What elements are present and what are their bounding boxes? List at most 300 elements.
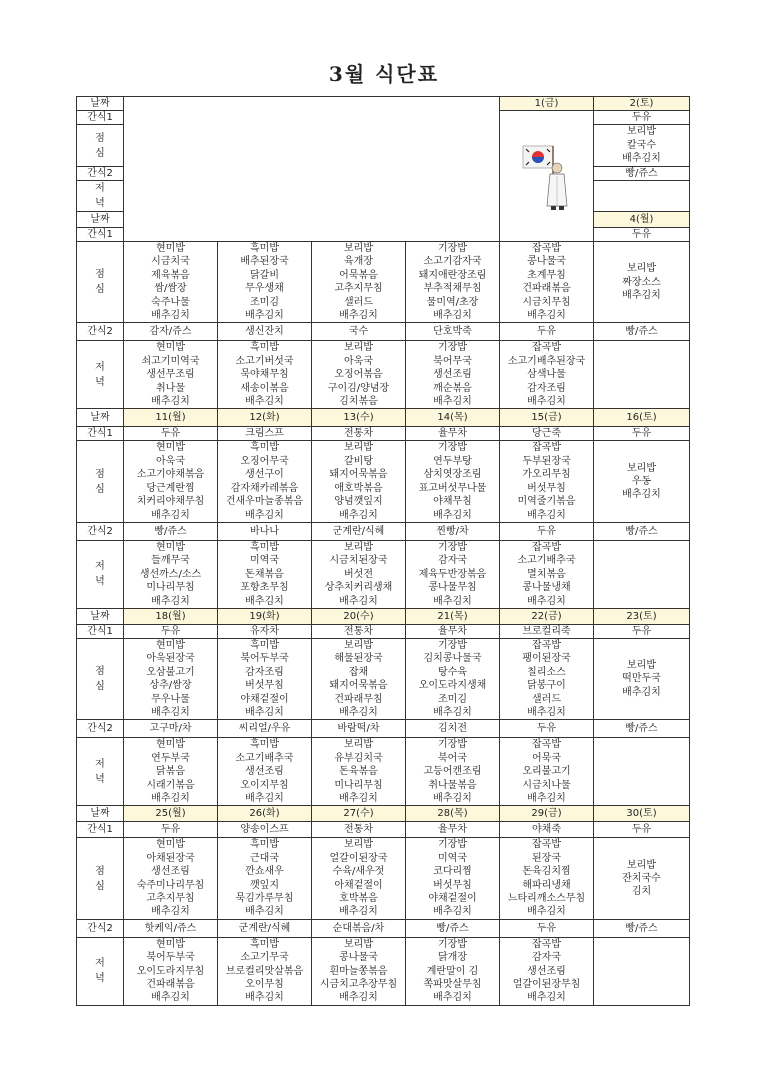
menu-item: 생선조림 (433, 369, 472, 381)
row-label-text: 녁 (95, 198, 105, 209)
row-label-lunch (77, 441, 124, 522)
row-label-text: 간식1 (87, 428, 113, 440)
menu-item: 감자조림 (527, 382, 566, 394)
menu-item: 야채겉절이 (240, 693, 289, 705)
lunch-cell (124, 242, 218, 323)
lunch-cell (312, 441, 406, 522)
menu-item: 배추김치 (527, 396, 566, 408)
snack2-cell: 빵/쥬스 (406, 919, 500, 937)
menu-item: 배추김치 (433, 992, 472, 1004)
menu-item: 소고기배추된장국 (507, 355, 586, 367)
lunch-cell (406, 441, 500, 522)
snack1-cell: 당근죽 (500, 427, 594, 441)
menu-item: 묵김가루무침 (235, 893, 294, 905)
snack1-cell: 두유 (594, 228, 690, 242)
snack2-cell: 빵/쥬스 (594, 720, 690, 738)
lunch-cell (406, 838, 500, 919)
menu-item: 북어두부국 (146, 952, 195, 964)
row-label-text: 간식1 (87, 229, 113, 240)
snack2-cell: 두유 (500, 720, 594, 738)
menu-item: 배추김치 (339, 509, 378, 521)
menu-item: 삼색나물 (527, 369, 566, 381)
menu-item: 배추김치 (433, 509, 472, 521)
menu-item: 고추지무침 (334, 283, 383, 295)
date-cell: 11(월) (124, 409, 218, 427)
snack2-cell: 두유 (500, 919, 594, 937)
meal-plan-table (76, 96, 690, 1006)
menu-item: 생선조림 (245, 766, 284, 778)
menu-item: 해파리냉채 (522, 879, 571, 891)
menu-item: 시금치고추장무침 (319, 979, 398, 991)
snack2-cell: 빵/쥬스 (594, 919, 690, 937)
snack2-cell: 두유 (500, 522, 594, 540)
menu-item: 배추김치 (339, 595, 378, 607)
row-label-lunch (77, 838, 124, 919)
snack1-cell: 브로컬리죽 (500, 624, 594, 638)
menu-item: 얼갈이된장무침 (512, 979, 581, 991)
menu-item: 잡곡밥 (532, 342, 561, 354)
menu-item: 보리밥 (344, 739, 373, 751)
menu-item: 콩나물국 (339, 952, 378, 964)
menu-item: 기장밥 (438, 639, 467, 651)
menu-item: 보리밥 (344, 442, 373, 454)
date-cell: 12(화) (218, 409, 312, 427)
menu-item: 브로컬리맛살볶음 (225, 965, 304, 977)
menu-item: 소고기무국 (240, 952, 289, 964)
menu-item: 취나물볶음 (428, 779, 477, 791)
menu-item: 건파래무침 (334, 693, 383, 705)
menu-item: 잡채 (348, 666, 369, 678)
menu-item: 현미밥 (156, 442, 185, 454)
menu-item: 어묵볶음 (339, 269, 378, 281)
menu-item: 배추김치 (339, 310, 378, 322)
menu-item: 떡만두국 (622, 673, 661, 685)
menu-item: 배추김치 (339, 992, 378, 1004)
row-label-date (77, 806, 124, 822)
menu-item: 기장밥 (438, 243, 467, 254)
row-label-text: 심 (95, 483, 105, 495)
menu-item: 깐쇼새우 (245, 866, 284, 878)
snack1-cell: 율무차 (406, 822, 500, 838)
lunch-cell (500, 441, 594, 522)
menu-item: 샐러드 (344, 296, 373, 308)
menu-item: 아욱국 (344, 355, 373, 367)
menu-item: 당근계란찜 (146, 482, 195, 494)
row-label-text: 간식2 (87, 168, 113, 179)
menu-item: 돈채볶음 (245, 568, 284, 580)
menu-item: 조미김 (438, 693, 467, 705)
menu-item: 배추김치 (151, 310, 190, 322)
dinner-cell (312, 738, 406, 806)
menu-item: 가오리무침 (522, 469, 571, 481)
menu-item: 조미김 (250, 296, 279, 308)
menu-item: 양념깻잎지 (334, 496, 383, 508)
menu-item: 상추치커리생채 (324, 582, 393, 594)
menu-item: 근대국 (250, 852, 279, 864)
menu-item: 배추김치 (433, 310, 472, 322)
row-label-snack2 (77, 323, 124, 341)
date-cell: 13(수) (312, 409, 406, 427)
dinner-cell (594, 181, 690, 212)
row-label-text: 간식2 (87, 326, 113, 338)
row-label-snack1 (77, 228, 124, 242)
row-label-lunch (77, 125, 124, 167)
menu-item: 배추김치 (527, 906, 566, 918)
date-cell: 18(월) (124, 608, 218, 624)
row-label-dinner (77, 738, 124, 806)
snack1-cell: 두유 (124, 624, 218, 638)
menu-item: 흑미밥 (250, 839, 279, 851)
snack1-cell: 전통차 (312, 624, 406, 638)
dinner-cell (124, 738, 218, 806)
dinner-cell (312, 937, 406, 1005)
menu-item: 배추김치 (151, 396, 190, 408)
menu-item: 생선무조림 (146, 369, 195, 381)
menu-item: 소고기야채볶음 (136, 469, 205, 481)
menu-item: 애호박볶음 (334, 482, 383, 494)
row-label-dinner (77, 341, 124, 409)
lunch-cell (500, 838, 594, 919)
snack1-cell: 전통차 (312, 822, 406, 838)
snack1-cell: 율무차 (406, 427, 500, 441)
menu-item: 오이무침 (245, 979, 284, 991)
menu-item: 배추김치 (433, 396, 472, 408)
menu-item: 고추지무침 (146, 893, 195, 905)
menu-item: 흑미밥 (250, 639, 279, 651)
menu-item: 칼국수 (627, 139, 656, 151)
menu-item: 호박볶음 (339, 893, 378, 905)
row-label-text: 녁 (95, 973, 105, 985)
row-label-snack2 (77, 720, 124, 738)
menu-item: 쇠고기미역국 (141, 355, 200, 367)
menu-item: 오이지무침 (240, 779, 289, 791)
menu-item: 배추김치 (245, 906, 284, 918)
menu-item: 잡곡밥 (532, 639, 561, 651)
menu-item: 보리밥 (344, 243, 373, 254)
flag-waving-figure-icon (519, 140, 575, 212)
snack2-cell: 빵/쥬스 (594, 323, 690, 341)
menu-item: 감자조림 (245, 666, 284, 678)
row-label-snack2 (77, 919, 124, 937)
dinner-cell (218, 937, 312, 1005)
menu-item: 육개장 (344, 256, 373, 268)
dinner-cell (594, 738, 690, 806)
menu-item: 치커리야채무침 (136, 496, 205, 508)
menu-item: 현미밥 (156, 541, 185, 553)
menu-item: 생선구이 (245, 469, 284, 481)
snack2-cell: 순대볶음/차 (312, 919, 406, 937)
row-label-text: 날짜 (90, 808, 110, 820)
menu-item: 돼지애란장조림 (418, 269, 487, 281)
menu-item: 샐러드 (532, 693, 561, 705)
menu-item: 코다리찜 (433, 866, 472, 878)
menu-item: 보리밥 (627, 859, 656, 871)
snack2-cell: 찐빵/차 (406, 522, 500, 540)
menu-item: 배추김치 (151, 906, 190, 918)
menu-item: 잡곡밥 (532, 243, 561, 254)
date-cell: 28(목) (406, 806, 500, 822)
row-label-text: 저 (95, 958, 105, 970)
menu-item: 닭갈비 (250, 269, 279, 281)
menu-item: 기장밥 (438, 739, 467, 751)
menu-item: 수육/새우젓 (332, 866, 385, 878)
snack1-cell: 율무차 (406, 624, 500, 638)
menu-item: 야채무침 (433, 496, 472, 508)
menu-item: 버섯무침 (433, 879, 472, 891)
menu-item: 흑미밥 (250, 739, 279, 751)
menu-item: 보리밥 (344, 839, 373, 851)
menu-item: 아채겉절이 (334, 879, 383, 891)
menu-item: 닭개장 (438, 952, 467, 964)
menu-item: 흑미밥 (250, 938, 279, 950)
menu-item: 건새우마늘종볶음 (225, 496, 304, 508)
dinner-cell (218, 540, 312, 608)
menu-item: 시래기볶음 (146, 779, 195, 791)
dinner-cell (594, 341, 690, 409)
row-label-date (77, 409, 124, 427)
menu-item: 상추/쌈장 (149, 680, 192, 692)
dinner-cell (218, 738, 312, 806)
dinner-cell (594, 937, 690, 1005)
dinner-cell (500, 341, 594, 409)
snack2-cell: 바람떡/차 (312, 720, 406, 738)
snack1-cell: 두유 (594, 822, 690, 838)
menu-item: 보리밥 (627, 462, 656, 474)
menu-item: 현미밥 (156, 639, 185, 651)
snack2-cell: 고구마/차 (124, 720, 218, 738)
menu-item: 돼지어묵볶음 (329, 469, 388, 481)
row-label-snack1 (77, 427, 124, 441)
menu-item: 잡곡밥 (532, 938, 561, 950)
menu-item: 배추된장국 (240, 256, 289, 268)
row-label-text: 날짜 (90, 610, 110, 622)
snack1-cell: 유자차 (218, 624, 312, 638)
menu-item: 제육두반장볶음 (418, 568, 487, 580)
row-label-text: 점 (95, 269, 105, 281)
menu-item: 깻잎지 (250, 879, 279, 891)
menu-item: 돼지어묵볶음 (329, 680, 388, 692)
page-title: 3월 식단표 (328, 62, 440, 86)
menu-item: 삼치엿장조림 (423, 469, 482, 481)
menu-item: 콩나물냉채 (522, 582, 571, 594)
flag-illustration (500, 111, 594, 242)
row-label-text: 저 (95, 361, 105, 373)
row-label-text: 녁 (95, 773, 105, 785)
menu-item: 물미역/초장 (426, 296, 479, 308)
menu-item: 기장밥 (438, 442, 467, 454)
row-label-text: 간식2 (87, 723, 113, 735)
menu-item: 현미밥 (156, 739, 185, 751)
menu-item: 버섯무침 (245, 680, 284, 692)
snack1-cell: 야채죽 (500, 822, 594, 838)
menu-item: 배추김치 (527, 509, 566, 521)
row-label-lunch (77, 638, 124, 719)
menu-item: 배추김치 (622, 153, 661, 165)
menu-item: 소고기배추국 (235, 752, 294, 764)
menu-item: 소고기감자국 (423, 256, 482, 268)
row-label-text: 녁 (95, 576, 105, 588)
menu-item: 생선까스/소스 (139, 568, 202, 580)
menu-item: 어묵국 (532, 752, 561, 764)
menu-item: 포항초무침 (240, 582, 289, 594)
menu-item: 제육볶음 (151, 269, 190, 281)
menu-item: 배추김치 (151, 706, 190, 718)
lunch-cell (218, 838, 312, 919)
menu-item: 오리불고기 (522, 766, 571, 778)
menu-item: 보리밥 (344, 541, 373, 553)
dinner-cell (406, 341, 500, 409)
menu-item: 콩나물국 (527, 256, 566, 268)
menu-item: 미역줄기볶음 (517, 496, 576, 508)
snack2-cell: 국수 (312, 323, 406, 341)
menu-item: 새송이볶음 (240, 382, 289, 394)
menu-item: 소고기버섯국 (235, 355, 294, 367)
row-label-text: 점 (95, 132, 105, 144)
row-label-text: 간식2 (87, 922, 113, 934)
menu-item: 배추김치 (433, 906, 472, 918)
menu-item: 숙주미나리무침 (136, 879, 205, 891)
menu-item: 배추김치 (527, 706, 566, 718)
menu-item: 미나리무침 (146, 582, 195, 594)
menu-item: 오징어무국 (240, 455, 289, 467)
row-label-snack1 (77, 111, 124, 125)
menu-item: 배추김치 (622, 489, 661, 501)
row-label-text: 간식1 (87, 112, 113, 123)
menu-item: 배추김치 (339, 906, 378, 918)
snack2-cell: 빵/쥬스 (594, 167, 690, 181)
menu-item: 북어두부국 (240, 653, 289, 665)
menu-item: 흑미밥 (250, 342, 279, 354)
dinner-cell (312, 341, 406, 409)
date-cell: 29(금) (500, 806, 594, 822)
row-label-text: 간식2 (87, 525, 113, 537)
menu-item: 쌈/쌈장 (154, 283, 187, 295)
lunch-cell (218, 441, 312, 522)
menu-item: 배추김치 (622, 686, 661, 698)
menu-item: 닭볶음 (156, 766, 185, 778)
date-cell: 20(수) (312, 608, 406, 624)
row-label-text: 간식1 (87, 625, 113, 637)
date-cell: 15(금) (500, 409, 594, 427)
date-cell: 21(목) (406, 608, 500, 624)
menu-item: 보리밥 (344, 342, 373, 354)
menu-item: 오이도라지생채 (418, 680, 487, 692)
menu-item: 우동 (631, 475, 652, 487)
row-label-snack2 (77, 167, 124, 181)
snack1-cell: 두유 (124, 822, 218, 838)
menu-item: 취나물 (156, 382, 185, 394)
date-cell: 27(수) (312, 806, 406, 822)
lunch-cell (124, 441, 218, 522)
menu-item: 된장국 (532, 852, 561, 864)
menu-item: 배추김치 (245, 310, 284, 322)
lunch-cell (312, 838, 406, 919)
menu-item: 구이김/양념장 (327, 382, 390, 394)
row-label-snack1 (77, 624, 124, 638)
row-label-text: 저 (95, 561, 105, 573)
row-label-date (77, 608, 124, 624)
menu-item: 기장밥 (438, 938, 467, 950)
menu-item: 배추김치 (245, 396, 284, 408)
dinner-cell (406, 738, 500, 806)
menu-item: 연두부탕 (433, 455, 472, 467)
lunch-cell (406, 638, 500, 719)
menu-item: 쪽파맛살무침 (423, 979, 482, 991)
menu-item: 연두부국 (151, 752, 190, 764)
menu-item: 배추김치 (339, 793, 378, 804)
dinner-cell (406, 540, 500, 608)
snack2-cell: 군계란/식혜 (312, 522, 406, 540)
row-label-snack1 (77, 822, 124, 838)
row-label-text: 심 (95, 681, 105, 693)
row-label-dinner (77, 540, 124, 608)
lunch-cell (500, 242, 594, 323)
snack2-cell: 김치전 (406, 720, 500, 738)
snack1-cell: 두유 (124, 427, 218, 441)
menu-item: 시금치무침 (522, 296, 571, 308)
menu-item: 배추김치 (527, 310, 566, 322)
row-label-date (77, 97, 124, 111)
lunch-cell (218, 638, 312, 719)
row-label-text: 저 (95, 758, 105, 770)
menu-item: 흑미밥 (250, 243, 279, 254)
dinner-cell (594, 540, 690, 608)
menu-item: 탕수육 (438, 666, 467, 678)
menu-item: 배추김치 (527, 992, 566, 1004)
menu-item: 깨순볶음 (433, 382, 472, 394)
menu-item: 배추김치 (433, 595, 472, 607)
menu-item: 보리밥 (627, 263, 656, 275)
menu-item: 칠리소스 (527, 666, 566, 678)
menu-item: 아욱국 (156, 455, 185, 467)
menu-item: 느타리깨소스무침 (507, 893, 586, 905)
lunch-cell (594, 242, 690, 323)
date-cell: 4(월) (594, 212, 690, 228)
row-label-text: 점 (95, 468, 105, 480)
menu-item: 짜장소스 (622, 276, 661, 288)
menu-item: 잡곡밥 (532, 839, 561, 851)
snack2-cell: 두유 (500, 323, 594, 341)
row-label-text: 간식1 (87, 824, 113, 836)
lunch-cell (594, 441, 690, 522)
snack2-cell: 씨리얼/우유 (218, 720, 312, 738)
menu-item: 초계무침 (527, 269, 566, 281)
row-label-text: 날짜 (90, 98, 110, 109)
menu-item: 부추적채무침 (423, 283, 482, 295)
menu-item: 버섯전 (344, 568, 373, 580)
dinner-cell (312, 540, 406, 608)
snack1-cell: 크림스프 (218, 427, 312, 441)
row-label-lunch (77, 242, 124, 323)
lunch-cell (124, 638, 218, 719)
dinner-cell (124, 937, 218, 1005)
menu-item: 묵야채무침 (240, 369, 289, 381)
menu-item: 미역국 (438, 852, 467, 864)
lunch-cell (406, 242, 500, 323)
snack2-cell: 빵/쥬스 (594, 522, 690, 540)
menu-item: 건파래볶음 (146, 979, 195, 991)
menu-item: 멸치볶음 (527, 568, 566, 580)
menu-item: 감자국 (438, 555, 467, 567)
lunch-cell (594, 838, 690, 919)
snack1-cell: 양송이스프 (218, 822, 312, 838)
menu-item: 무우생채 (245, 283, 284, 295)
menu-item: 갈비탕 (344, 455, 373, 467)
menu-item: 현미밥 (156, 839, 185, 851)
menu-item: 배추김치 (433, 793, 472, 804)
menu-item: 생선조림 (527, 965, 566, 977)
menu-item: 오징어볶음 (334, 369, 383, 381)
